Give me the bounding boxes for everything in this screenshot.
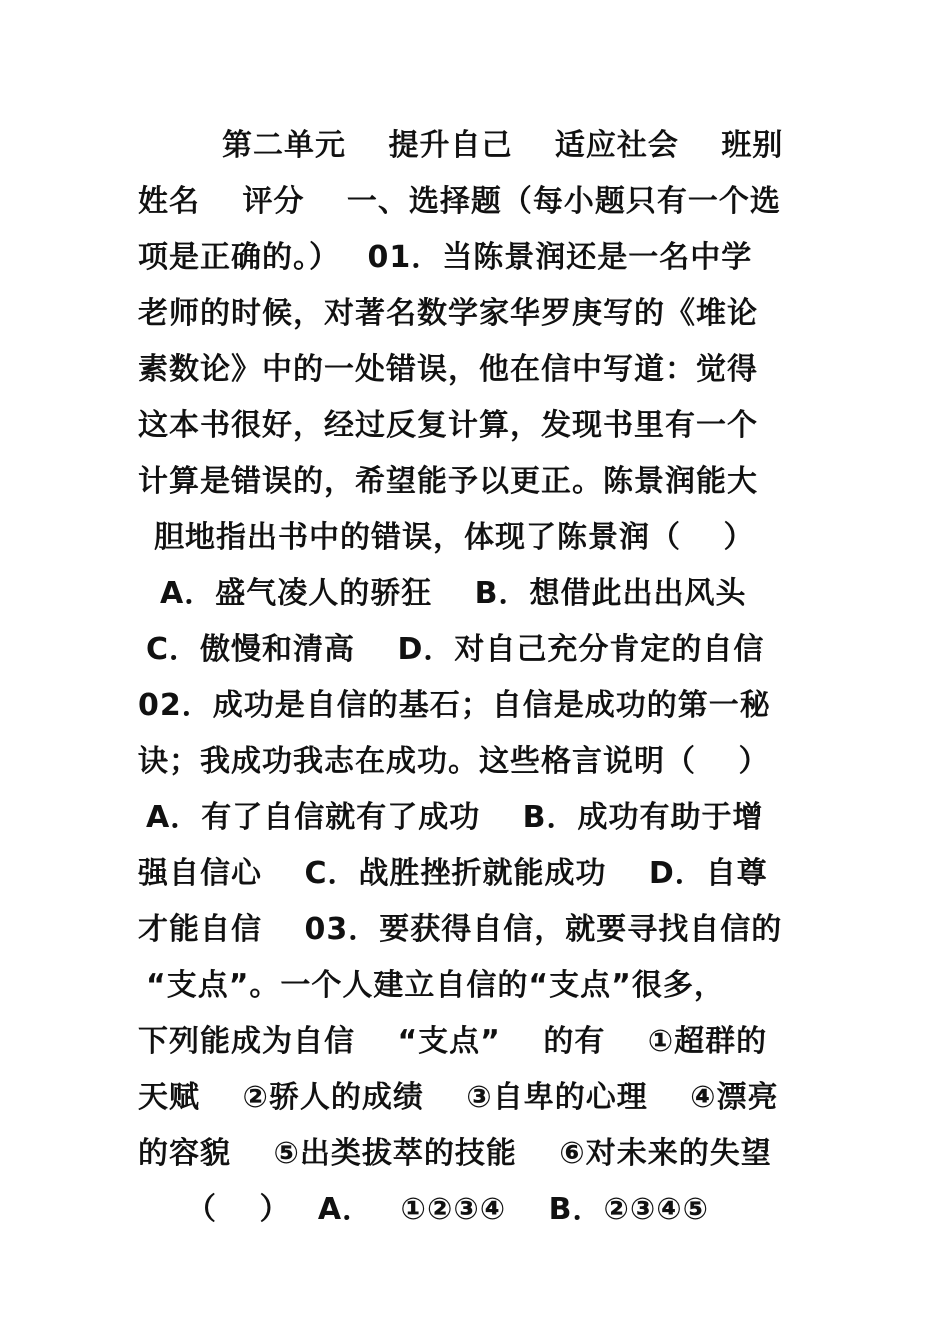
- text-line-12: 诀；我成功我志在成功。这些格言说明（ ）: [138, 744, 770, 779]
- text-line-4: 老师的时候，对著名数学家华罗庚写的《堆论: [138, 296, 758, 331]
- text-line-20: （ ） A． ①②③④ B．②③④⑤: [186, 1192, 710, 1227]
- text-line-11: 02．成功是自信的基石；自信是成功的第一秘: [138, 688, 771, 723]
- text-line-15: 才能自信 03．要获得自信，就要寻找自信的: [138, 912, 783, 947]
- text-line-9: A．盛气凌人的骄狂 B．想借此出出风头: [160, 576, 747, 611]
- text-line-16: “支点”。一个人建立自信的“支点”很多，: [146, 968, 725, 1003]
- text-line-8: 胆地指出书中的错误，体现了陈景润（ ）: [154, 520, 755, 555]
- text-line-14: 强自信心 C．战胜挫折就能成功 D．自尊: [138, 856, 768, 891]
- text-line-2: 姓名 评分 一、选择题（每小题只有一个选: [138, 184, 781, 219]
- text-line-19: 的容貌 ⑤出类拔萃的技能 ⑥对未来的失望: [138, 1136, 772, 1171]
- text-line-17: 下列能成为自信 “支点” 的有 ①超群的: [138, 1024, 768, 1059]
- text-line-7: 计算是错误的，希望能予以更正。陈景润能大: [138, 464, 758, 499]
- text-line-13: A．有了自信就有了成功 B．成功有助于增: [146, 800, 764, 835]
- text-line-5: 素数论》中的一处错误，他在信中写道：觉得: [138, 352, 758, 387]
- text-line-10: C．傲慢和清高 D．对自己充分肯定的自信: [146, 632, 765, 667]
- text-line-1: 第二单元 提升自己 适应社会 班别: [222, 128, 784, 163]
- text-line-3: 项是正确的。） 01．当陈景润还是一名中学: [138, 240, 753, 275]
- text-line-18: 天赋 ②骄人的成绩 ③自卑的心理 ④漂亮: [138, 1080, 779, 1115]
- text-line-6: 这本书很好，经过反复计算，发现书里有一个: [138, 408, 758, 443]
